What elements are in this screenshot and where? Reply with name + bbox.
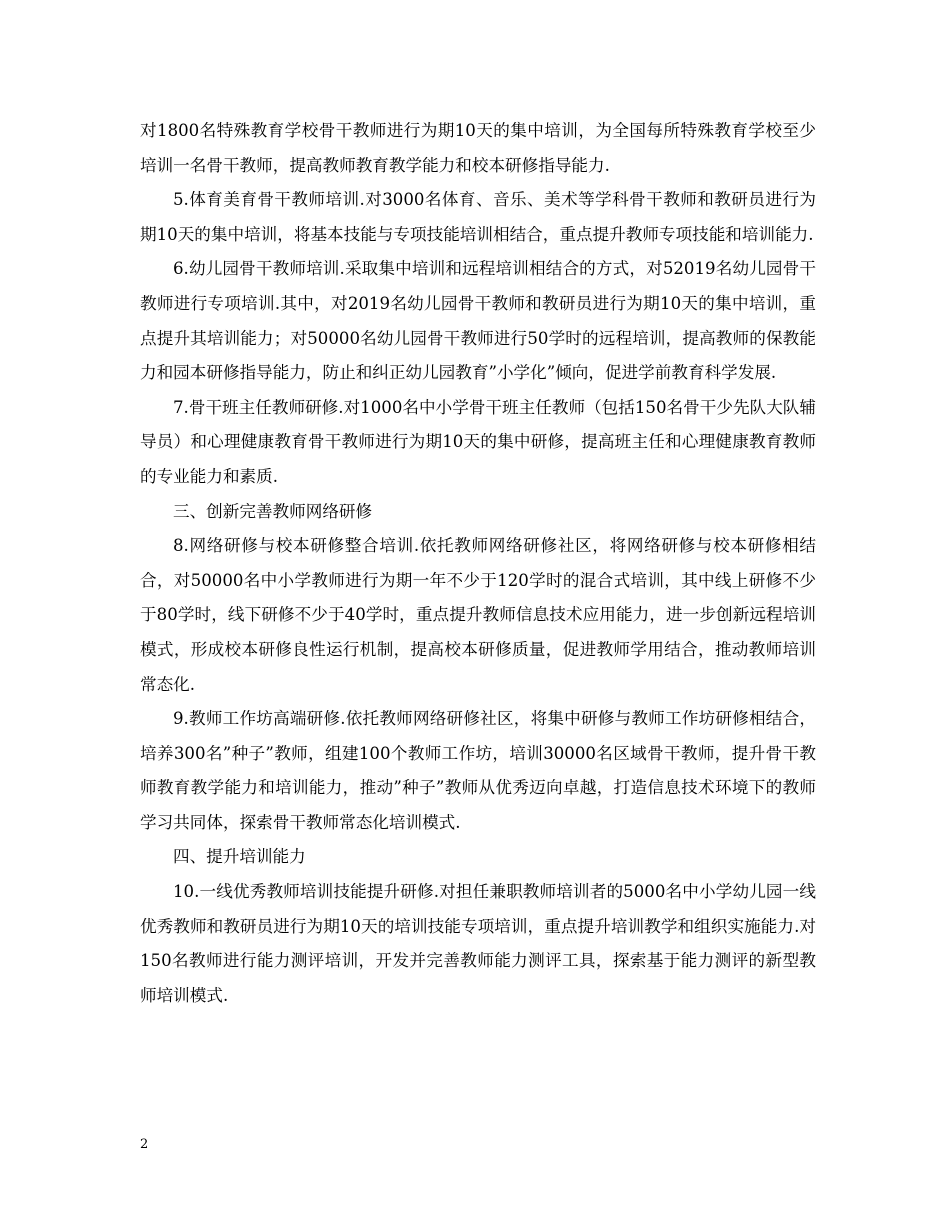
- document-body: [140, 114, 816, 1013]
- page-number: 2: [140, 1137, 149, 1152]
- paragraph-continuation: 对1800名特殊教育学校骨干教师进行为期10天的集中培训，为全国每所特殊教育学校至少培训一名骨干教师，提高教师教育教学能力和校本研修指导能力.: [140, 121, 816, 175]
- paragraph-item-5: 5.体育美育骨干教师培训.对3000名体育、音乐、美术等学科骨干教师和教研员进行为期10天的集中培训，将基本技能与专项技能培训相结合，重点提升教师专项技能和培训能力.: [140, 190, 816, 244]
- paragraph-item-6: 6.幼儿园骨干教师培训.采取集中培训和远程培训相结合的方式，对52019名幼儿园骨干教师进行专项培训.其中，对2019名幼儿园骨干教师和教研员进行为期10天的集中培训，重点提升其培训能力；对50000名幼儿园骨干教师进行50学时的远程培训，提高教师的保教能力和园本研修指导能力，防止和纠正幼儿园教育”小学化”倾向，促进学前教育科学发展.: [140, 259, 816, 383]
- section-heading-3: 三、创新完善教师网络研修: [173, 501, 373, 521]
- paragraph-item-7: 7.骨干班主任教师研修.对1000名中小学骨干班主任教师（包括150名骨干少先队大队辅导员）和心理健康教育骨干教师进行为期10天的集中研修，提高班主任和心理健康教育教师的专业能力和素质.: [140, 397, 816, 486]
- section-heading-4: 四、提升培训能力: [173, 847, 306, 867]
- paragraph-item-8: 8.网络研修与校本研修整合培训.依托教师网络研修社区，将网络研修与校本研修相结合，对50000名中小学教师进行为期一年不少于120学时的混合式培训，其中线上研修不少于80学时，线下研修不少于40学时，重点提升教师信息技术应用能力，进一步创新远程培训模式，形成校本研修良性运行机制，提高校本研修质量，促进教师学用结合，推动教师培训常态化.: [140, 536, 816, 694]
- paragraph-item-10: 10.一线优秀教师培训技能提升研修.对担任兼职教师培训者的5000名中小学幼儿园一线优秀教师和教研员进行为期10天的培训技能专项培训，重点提升培训教学和组织实施能力.对150名教师进行能力测评培训，开发并完善教师能力测评工具，探索基于能力测评的新型教师培训模式.: [140, 882, 816, 1005]
- paragraph-item-9: 9.教师工作坊高端研修.依托教师网络研修社区，将集中研修与教师工作坊研修相结合，培养300名”种子”教师，组建100个教师工作坊，培训30000名区域骨干教师，提升骨干教师教育教学能力和培训能力，推动”种子”教师从优秀迈向卓越，打造信息技术环境下的教师学习共同体，探索骨干教师常态化培训模式.: [140, 709, 816, 832]
